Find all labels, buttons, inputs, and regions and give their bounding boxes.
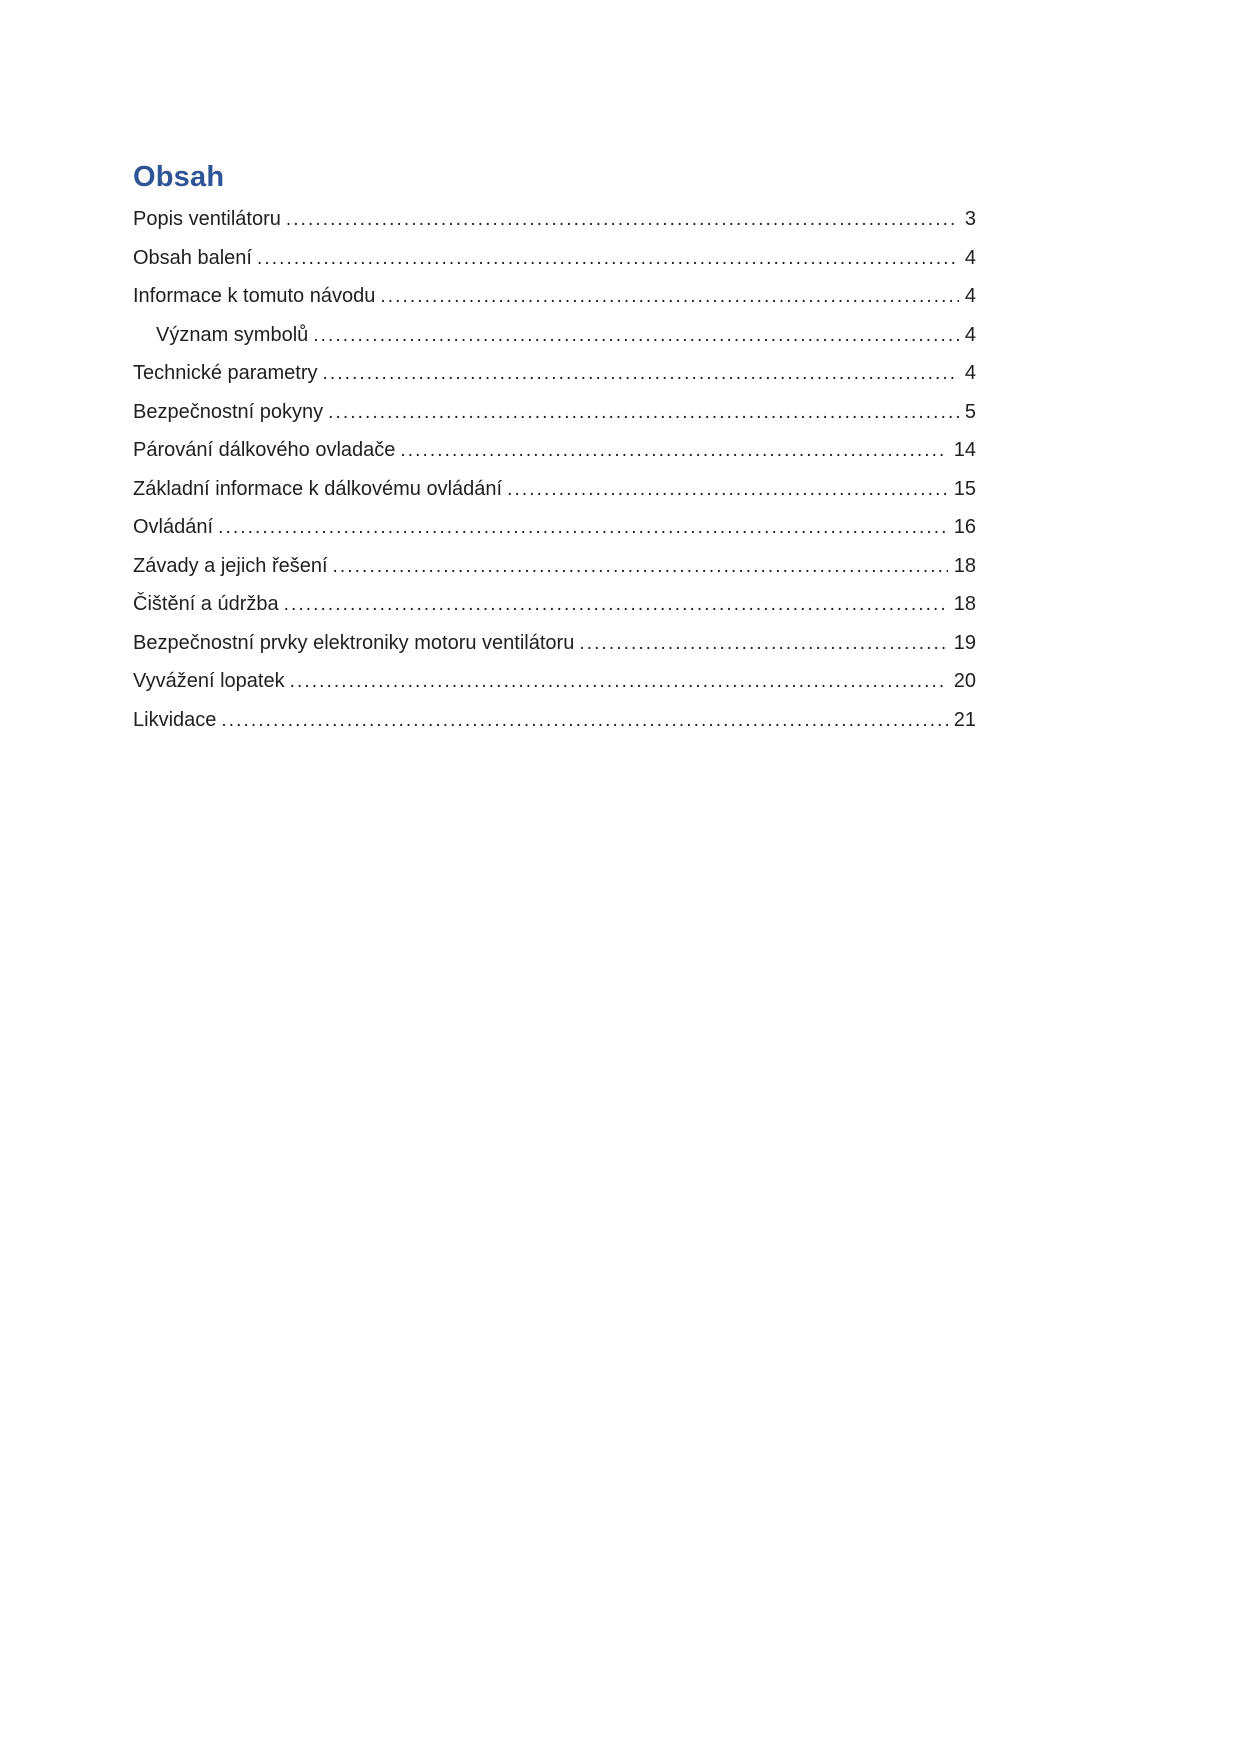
- toc-entry[interactable]: [133, 555, 976, 578]
- toc-entry[interactable]: [133, 439, 976, 462]
- toc-entry-label: Obsah balení: [133, 246, 252, 269]
- toc-entry[interactable]: [133, 478, 976, 501]
- toc-entry-page: 18: [953, 554, 976, 577]
- toc-leader-dots: [221, 709, 947, 732]
- toc-leader-dots: [257, 247, 959, 270]
- table-of-contents: [133, 208, 976, 732]
- toc-entry[interactable]: [133, 324, 976, 347]
- toc-entry-label: Technické parametry: [133, 362, 318, 384]
- toc-entry-label: Bezpečnostní pokyny: [133, 400, 324, 423]
- page-title: Obsah: [133, 161, 225, 193]
- toc-entry-label: Čištění a údržba: [133, 593, 279, 615]
- toc-entry-label: Základní informace k dálkovému ovládání: [133, 477, 503, 500]
- toc-entry-page: 16: [953, 516, 976, 538]
- toc-entry-page: 15: [953, 477, 976, 500]
- toc-entry-page: 20: [953, 670, 976, 692]
- toc-leader-dots: [333, 555, 948, 578]
- toc-entry-page: 4: [964, 362, 976, 384]
- toc-entry[interactable]: [133, 247, 976, 270]
- toc-leader-dots: [218, 516, 948, 539]
- toc-entry-page: 18: [953, 593, 976, 615]
- toc-entry-label: Popis ventilátoru: [133, 208, 281, 230]
- toc-entry-page: 4: [964, 285, 976, 307]
- toc-leader-dots: [313, 324, 959, 347]
- toc-entry-label: Význam symbolů: [156, 323, 309, 346]
- toc-entry[interactable]: [133, 709, 976, 732]
- toc-entry[interactable]: [133, 670, 976, 693]
- toc-entry-label: Informace k tomuto návodu: [133, 285, 376, 307]
- page-content: [133, 160, 976, 747]
- toc-entry-label: Párování dálkového ovladače: [133, 439, 396, 461]
- toc-entry-page: 4: [964, 323, 976, 346]
- toc-entry-page: 5: [964, 400, 976, 423]
- toc-entry-label: Likvidace: [133, 708, 217, 731]
- toc-leader-dots: [290, 670, 948, 693]
- toc-leader-dots: [328, 401, 959, 424]
- toc-entry-label: Závady a jejich řešení: [133, 554, 328, 577]
- toc-entry-page: 4: [964, 246, 976, 269]
- toc-entry-page: 21: [953, 708, 976, 731]
- toc-entry-label: Ovládání: [133, 516, 214, 538]
- toc-entry[interactable]: [133, 208, 976, 231]
- toc-leader-dots: [284, 593, 948, 616]
- toc-leader-dots: [286, 208, 959, 231]
- toc-entry[interactable]: [133, 632, 976, 655]
- toc-entry[interactable]: [133, 593, 976, 616]
- toc-leader-dots: [507, 478, 948, 501]
- toc-entry[interactable]: [133, 362, 976, 385]
- toc-entry-page: 3: [964, 208, 976, 230]
- toc-entry-label: Vyvážení lopatek: [133, 670, 285, 692]
- toc-entry-page: 19: [953, 631, 976, 654]
- toc-leader-dots: [380, 285, 959, 308]
- toc-entry[interactable]: [133, 401, 976, 424]
- toc-entry-label: Bezpečnostní prvky elektroniky motoru ventilátoru: [133, 631, 575, 654]
- toc-entry[interactable]: [133, 285, 976, 308]
- toc-entry-page: 14: [953, 439, 976, 461]
- toc-entry[interactable]: [133, 516, 976, 539]
- toc-leader-dots: [579, 632, 947, 655]
- toc-leader-dots: [400, 439, 947, 462]
- toc-leader-dots: [323, 362, 959, 385]
